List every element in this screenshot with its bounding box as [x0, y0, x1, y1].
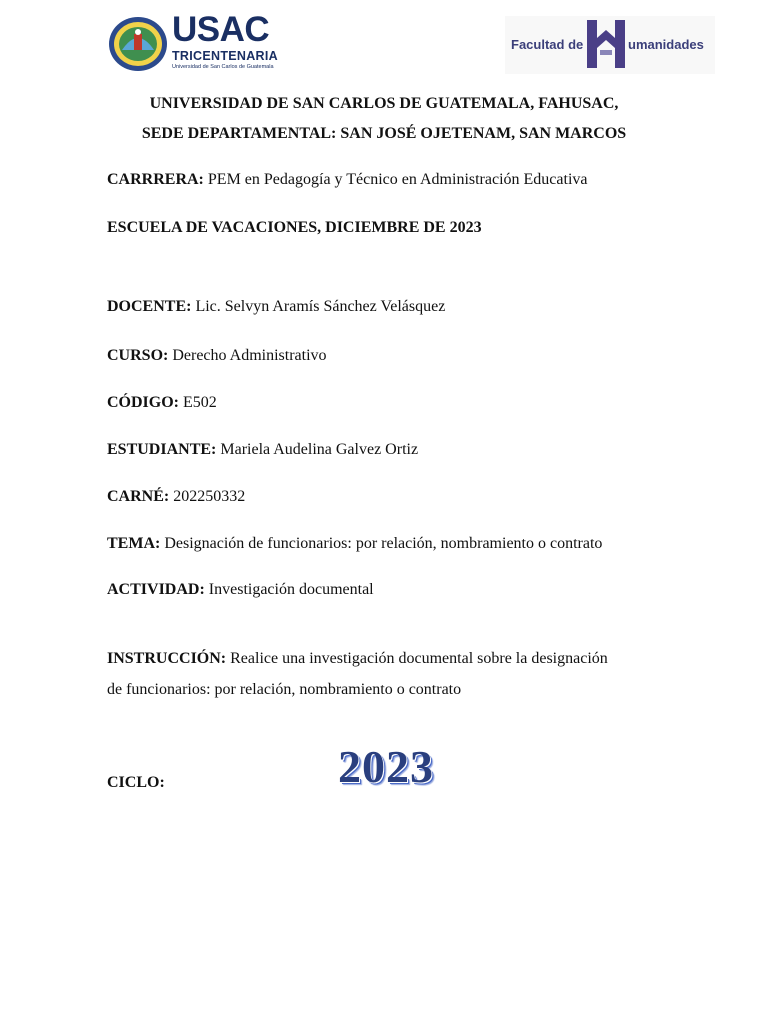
faculty-logo — [505, 16, 715, 74]
career-label: CARRRERA: — [107, 171, 204, 188]
curso-label: CURSO: — [107, 347, 169, 364]
usac-seal-icon — [108, 16, 168, 72]
usac-logo-tagline: Universidad de San Carlos de Guatemala — [172, 64, 274, 70]
usac-logo-subtitle: TRICENTENARIA — [172, 49, 278, 63]
campus-title: SEDE DEPARTAMENTAL: SAN JOSÉ OJETENAM, SAN MARCOS — [141, 125, 627, 142]
tema-line — [107, 534, 602, 554]
estudiante-value: Mariela Audelina Galvez Ortiz — [220, 441, 419, 458]
faculty-logo-text-left: Facultad de — [511, 37, 584, 52]
actividad-line — [107, 580, 374, 600]
codigo-line — [107, 393, 217, 413]
codigo-value: E502 — [183, 394, 217, 411]
tema-value: Designación de funcionarios: por relación, nombramiento o contrato — [164, 535, 603, 552]
actividad-value: Investigación documental — [208, 581, 374, 598]
usac-logo — [108, 10, 298, 74]
career-value: PEM en Pedagogía y Técnico en Administración Educativa — [207, 171, 588, 188]
docente-value: Lic. Selvyn Aramís Sánchez Velásquez — [195, 298, 446, 315]
ciclo-label: CICLO: — [107, 774, 165, 791]
career-line — [107, 170, 588, 190]
tema-label: TEMA: — [107, 535, 161, 552]
carne-label: CARNÉ: — [107, 488, 170, 505]
instruccion-value-1: Realice una investigación documental sobre la designación — [230, 650, 608, 667]
carne-line — [107, 487, 245, 507]
carne-value: 202250332 — [173, 488, 246, 505]
actividad-label: ACTIVIDAD: — [107, 581, 205, 598]
codigo-label: CÓDIGO: — [107, 394, 179, 411]
ciclo-year: 2023 — [338, 741, 434, 792]
docente-line — [107, 297, 445, 317]
faculty-logo-text-right: umanidades — [628, 37, 704, 52]
estudiante-label: ESTUDIANTE: — [107, 441, 217, 458]
instruccion-label: INSTRUCCIÓN: — [107, 650, 227, 667]
university-title: UNIVERSIDAD DE SAN CARLOS DE GUATEMALA, FAHUSAC, — [149, 95, 619, 112]
estudiante-line — [107, 440, 418, 460]
school-line: ESCUELA DE VACACIONES, DICIEMBRE DE 2023 — [107, 219, 482, 236]
instruccion-value-2: de funcionarios: por relación, nombramiento o contrato — [107, 681, 462, 698]
curso-value: Derecho Administrativo — [172, 347, 327, 364]
curso-line — [107, 346, 327, 366]
instruccion-line — [107, 649, 608, 669]
docente-label: DOCENTE: — [107, 298, 192, 315]
faculty-h-icon — [585, 18, 627, 70]
usac-logo-title: USAC — [172, 10, 270, 49]
